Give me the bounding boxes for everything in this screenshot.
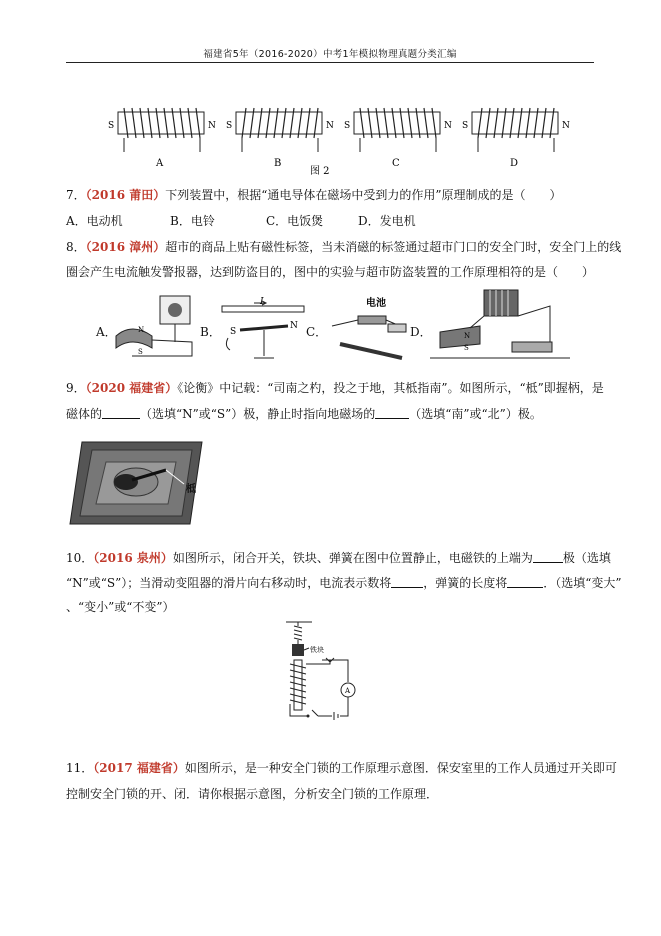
svg-text:N: N [138,326,145,334]
answer-blank[interactable] [102,406,140,419]
ammeter-label: A [345,687,351,695]
svg-text:S: S [464,344,469,352]
question-10-line1: 10．（2016 泉州）如图所示，闭合开关，铁块、弹簧在图中位置静止，电磁铁的上端为 极（选填 [66,551,611,565]
q8-option-a-label: A． [96,325,117,339]
question-10-line2: “N”或“S”）；当滑动变阻器的滑片向右移动时，电流表示数将 ，弹簧的长度将 ．（选填“变大” [66,576,622,590]
answer-blank[interactable] [507,575,543,588]
pole-n-label: N [562,121,570,131]
pole-s-label: S [108,121,115,131]
question-7-options [66,211,416,231]
option-d: D．发电机 [358,214,416,228]
q8-figure-c [322,292,412,364]
question-7 [66,185,562,205]
question-9-line2: 磁体的 （选填“N”或“S”）极，静止时指向地磁场的 （选填“南”或“北”）极。 [66,407,542,421]
question-11-line2: 控制安全门锁的开、闭．请你根据示意图，分析安全门锁的工作原理． [66,787,439,801]
question-text: 如图所示，是一种安全门锁的工作原理示意图．保安室里的工作人员通过开关即可 [184,761,617,775]
answer-blank[interactable] [533,550,563,563]
solenoid-c [344,108,452,169]
question-source: （2016 泉州） [93,551,173,565]
svg-text:S: S [138,348,143,356]
pole-s-label: S [230,327,237,337]
battery-label: 电池 [366,298,386,309]
pole-s-label: S [226,121,233,131]
solenoid-d [462,108,570,169]
question-9-line1 [66,378,604,398]
page-header: 福建省5年（2016-2020）中考1年模拟物理真题分类汇编 [203,49,457,60]
q8-figure-a [112,292,202,364]
question-source: （2017 福建省） [93,761,185,775]
option-b: B．电铃 [170,214,215,228]
iron-block-label: 铁块 [310,646,324,654]
solenoid-drawings [96,96,570,177]
q8-figure-d [430,286,570,366]
solenoid-a [108,108,216,169]
pole-n-label: N [290,321,298,331]
question-source: （2016 莆田） [85,188,166,202]
pole-s-label: S [462,121,469,131]
option-c-label: C [392,158,400,169]
option-c: C．电饭煲 [266,214,324,228]
pole-n-label: N [326,121,334,131]
option-a: A．电动机 [66,214,123,228]
q8-figure-b [218,294,308,364]
sinan-compass-figure [66,434,206,528]
q8-option-d-label: D． [410,325,432,339]
question-8-line2: 圈会产生电流触发警报器，达到防盗目的，图中的实验与超市防盗装置的工作原理相符的是（ ） [66,265,595,279]
question-number: 7． [66,188,86,202]
pole-s-label: S [344,121,351,131]
question-text: 下列装置中，根据“通电导体在磁场中受到力的作用”原理制成的是（ ） [165,188,562,202]
question-source: （2020 福建省） [85,381,178,395]
electromagnet-circuit-figure [282,620,372,728]
question-number: 9． [66,381,86,395]
question-source: （2016 漳州） [85,240,166,254]
figure-caption: 图 2 [310,166,330,177]
question-10-line3: 、“变小”或“不变”） [66,600,175,614]
question-number: 8． [66,240,86,254]
pole-n-label: N [208,121,216,131]
question-11-line1 [66,758,617,778]
question-text: 超市的商品上贴有磁性标签，当未消磁的标签通过超市门口的安全门时，安全门上的线 [165,240,622,254]
header-rule [66,62,594,63]
current-label: I [260,297,264,307]
svg-text:N: N [464,332,471,340]
option-d-label: D [510,158,519,169]
solenoid-b [226,108,334,169]
question-text: 《论衡》中记载：“司南之杓，投之于地，其柢指南”。如图所示，“柢”即握柄，是 [177,381,604,395]
pole-n-label: N [444,121,452,131]
q8-option-b-label: B． [200,325,221,339]
question-8-line1 [66,237,621,257]
option-b-label: B [274,158,282,169]
answer-blank[interactable] [375,406,409,419]
question-number: 10． [66,551,94,565]
question-number: 11． [66,761,94,775]
q8-option-c-label: C． [306,325,328,339]
answer-blank[interactable] [391,575,423,588]
option-a-label: A [156,158,164,169]
handle-label: 柢 [186,484,196,495]
